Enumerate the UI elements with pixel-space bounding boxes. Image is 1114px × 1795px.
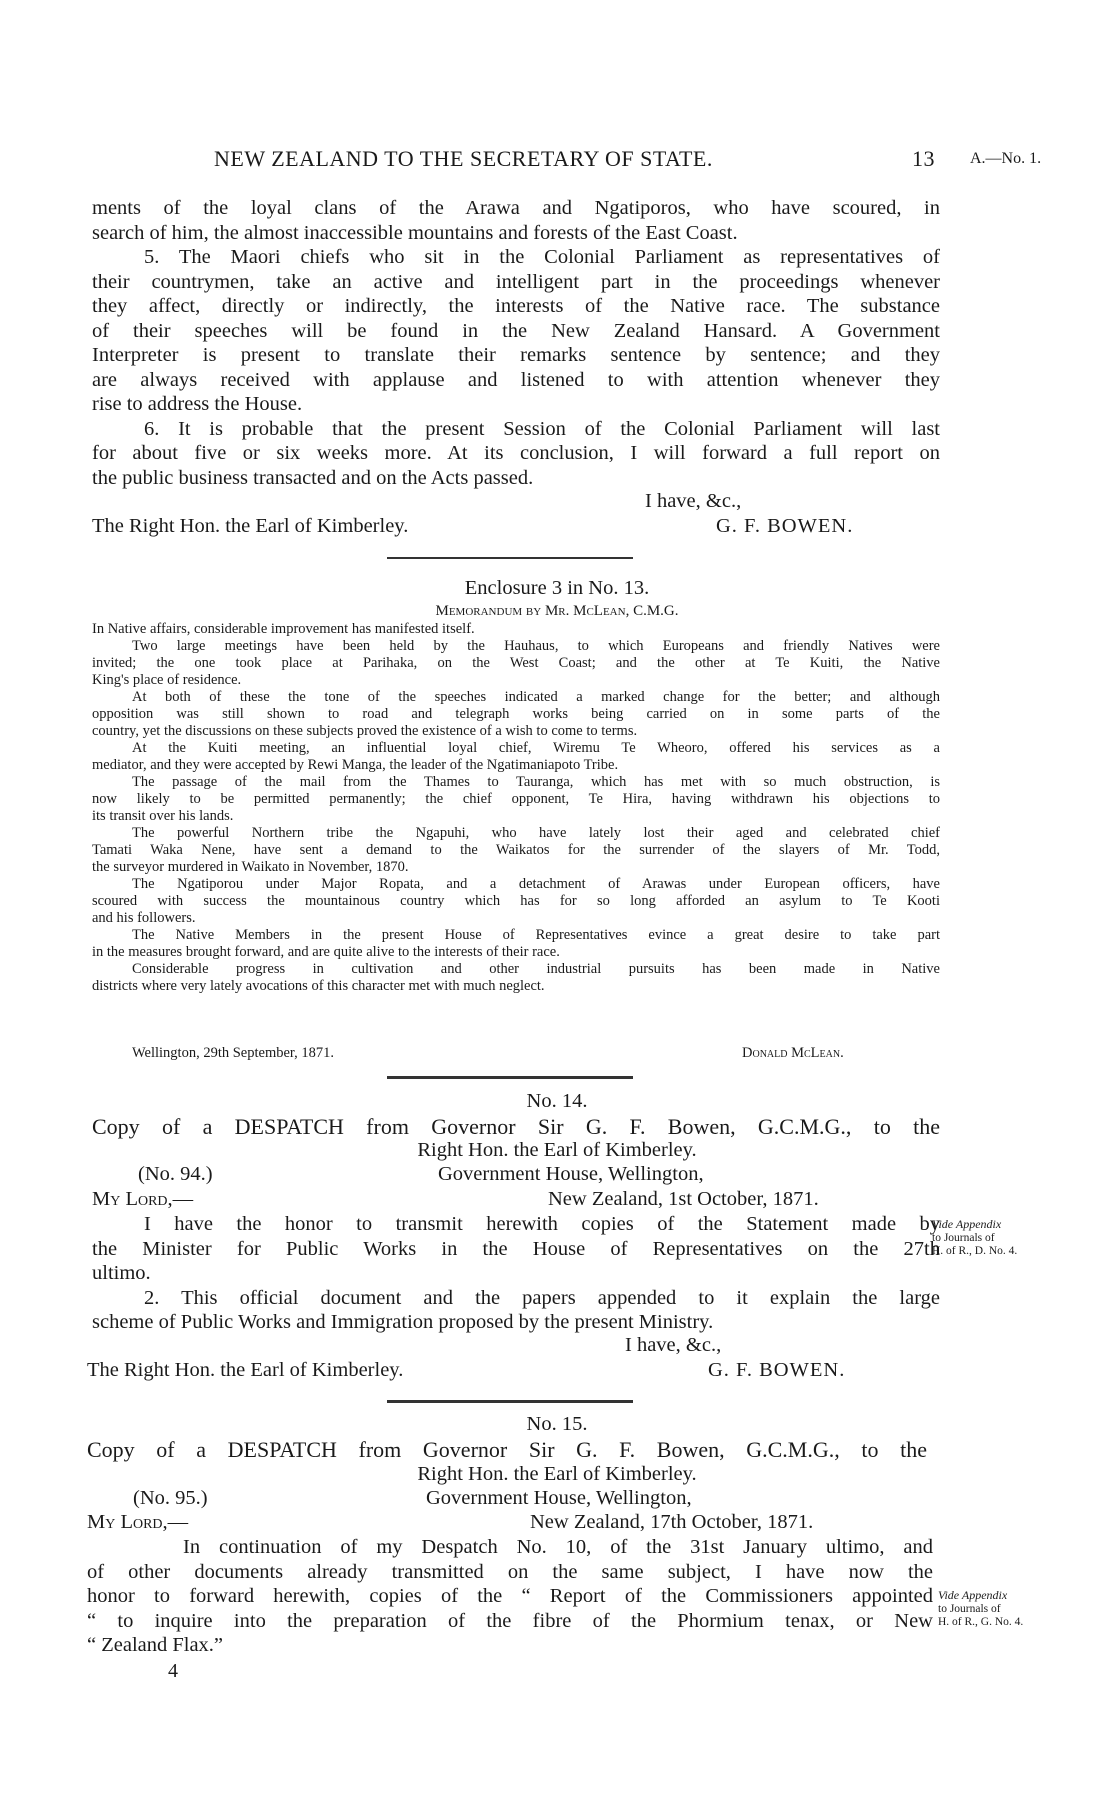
text-line: In continuation of my Despatch No. 10, of the 31st January ultimo, and bbox=[183, 1536, 933, 1558]
text-line: invited; the one took place at Parihaka, on the West Coast; and the other at Te Kuiti, the Native bbox=[92, 655, 940, 671]
memorandum-date: Wellington, 29th September, 1871. bbox=[132, 1045, 335, 1061]
text-line: The Ngatiporou under Major Ropata, and a detachment of Arawas under European officers, have bbox=[132, 876, 940, 892]
margin-note-line: to Journals of bbox=[932, 1232, 995, 1244]
despatch-title: Copy of a DESPATCH from Governor Sir G. F. Bowen, G.C.M.G., to the bbox=[87, 1437, 927, 1462]
text-line: country, yet the discussions on these subjects proved the existence of a wish to come to terms. bbox=[92, 723, 638, 739]
text-line: The Native Members in the present House of Representatives evince a great desire to take part bbox=[132, 927, 940, 943]
margin-note-line: Vide Appendix bbox=[932, 1217, 1002, 1231]
text-line: 6. It is probable that the present Session of the Colonial Parliament will last bbox=[144, 417, 940, 440]
text-line: King's place of residence. bbox=[92, 672, 242, 688]
text-line: their countrymen, take an active and intelligent part in the proceedings whenever bbox=[92, 270, 940, 293]
section-divider bbox=[387, 557, 633, 559]
text-line: mediator, and they were accepted by Rewi Manga, the leader of the Ngatimaniapoto Tribe. bbox=[92, 757, 619, 773]
despatch-date: New Zealand, 17th October, 1871. bbox=[530, 1511, 814, 1533]
text-line: of their speeches will be found in the New Zealand Hansard. A Government bbox=[92, 319, 940, 342]
text-line: the surveyor murdered in Waikato in November, 1870. bbox=[92, 859, 409, 875]
margin-note-line: H. of R., D. No. 4. bbox=[932, 1245, 1018, 1257]
text-line: its transit over his lands. bbox=[92, 808, 234, 824]
text-line: In Native affairs, considerable improvement has manifested itself. bbox=[92, 621, 475, 637]
memorandum-text bbox=[92, 621, 940, 995]
text-line: At the Kuiti meeting, an influential loyal chief, Wiremu Te Wheoro, offered his services as a bbox=[132, 740, 940, 756]
despatch-address: Government House, Wellington, bbox=[438, 1163, 704, 1185]
text-line: are always received with applause and listened to with attention whenever they bbox=[92, 368, 940, 391]
text-line: ments of the loyal clans of the Arawa and Ngatiporos, who have scoured, in bbox=[92, 197, 940, 219]
body-text-part1 bbox=[92, 196, 940, 490]
running-header-title: NEW ZEALAND TO THE SECRETARY OF STATE. bbox=[214, 146, 713, 171]
despatch-heading: No. 14. bbox=[526, 1090, 588, 1112]
text-line: opposition was still shown to road and telegraph works being carried on in some parts of the bbox=[92, 706, 940, 722]
text-line: Interpreter is present to translate their remarks sentence by sentence; and they bbox=[92, 344, 940, 366]
despatch-title-line2: Right Hon. the Earl of Kimberley. bbox=[417, 1463, 697, 1485]
memorandum-signature: Donald McLean. bbox=[742, 1045, 844, 1061]
despatch-number: (No. 95.) bbox=[133, 1487, 208, 1509]
despatch-title-line2: Right Hon. the Earl of Kimberley. bbox=[417, 1139, 697, 1161]
margin-note bbox=[938, 1589, 1023, 1629]
despatch-title: Copy of a DESPATCH from Governor Sir G. F. Bowen, G.C.M.G., to the bbox=[92, 1114, 940, 1139]
margin-note-line: to Journals of bbox=[938, 1603, 1001, 1615]
text-line: the public business transacted and on the Acts passed. bbox=[92, 466, 534, 489]
despatch-date: New Zealand, 1st October, 1871. bbox=[548, 1188, 819, 1210]
text-line: At both of these the tone of the speeches indicated a marked change for the better; and although bbox=[132, 689, 940, 705]
text-line: of other documents already transmitted on the same subject, I have now the bbox=[87, 1560, 933, 1583]
enclosure-title: Enclosure 3 in No. 13. bbox=[464, 577, 650, 599]
text-line: the Minister for Public Works in the House of Representatives on the 27th bbox=[92, 1237, 940, 1260]
text-line: 2. This official document and the papers appended to it explain the large bbox=[144, 1286, 940, 1309]
text-line: search of him, the almost inaccessible mountains and forests of the East Coast. bbox=[92, 221, 738, 244]
section-divider bbox=[387, 1400, 633, 1403]
text-line: scheme of Public Works and Immigration proposed by the present Ministry. bbox=[92, 1311, 714, 1333]
addressee: The Right Hon. the Earl of Kimberley. bbox=[87, 1359, 404, 1381]
despatch-address: Government House, Wellington, bbox=[426, 1487, 692, 1509]
text-line: ultimo. bbox=[92, 1262, 151, 1284]
salutation: My Lord,— bbox=[92, 1188, 194, 1210]
margin-note-line: H. of R., G. No. 4. bbox=[938, 1616, 1024, 1628]
text-line: and his followers. bbox=[92, 910, 196, 926]
text-line: rise to address the House. bbox=[92, 393, 303, 415]
text-line: honor to forward herewith, copies of the “ Report of the Commissioners appointed bbox=[87, 1585, 933, 1607]
text-line: Tamati Waka Nene, have sent a demand to the Waikatos for the surrender of the slayers of Mr. Todd, bbox=[92, 842, 940, 858]
salutation: My Lord,— bbox=[87, 1511, 189, 1533]
text-line: for about five or six weeks more. At its conclusion, I will forward a full report on bbox=[92, 442, 940, 464]
text-line: in the measures brought forward, and are quite alive to the interests of their race. bbox=[92, 944, 560, 960]
text-line: I have the honor to transmit herewith copies of the Statement made by bbox=[144, 1213, 940, 1235]
section-divider bbox=[387, 1076, 633, 1079]
page-number: 13 bbox=[912, 146, 935, 171]
text-line: now likely to be permitted permanently; the chief opponent, Te Hira, having withdrawn his objections to bbox=[92, 791, 940, 807]
enclosure-subtitle: Memorandum by Mr. McLean, C.M.G. bbox=[435, 603, 679, 619]
despatch-heading: No. 15. bbox=[526, 1413, 588, 1435]
text-line: “ to inquire into the preparation of the fibre of the Phormium tenax, or New bbox=[87, 1609, 933, 1632]
text-line: The passage of the mail from the Thames to Tauranga, which has met with so much obstruction, is bbox=[132, 774, 940, 790]
body-text-no14 bbox=[92, 1212, 940, 1335]
text-line: Considerable progress in cultivation and other industrial pursuits has been made in Native bbox=[132, 961, 940, 977]
despatch-number: (No. 94.) bbox=[138, 1163, 213, 1185]
closing-phrase: I have, &c., bbox=[645, 490, 742, 512]
text-line: scoured with success the mountainous country which has for so long afforded an asylum to Te Kooti bbox=[92, 893, 940, 909]
margin-note-line: Vide Appendix bbox=[938, 1588, 1008, 1602]
text-line: Two large meetings have been held by the Hauhaus, to which Europeans and friendly Natives were bbox=[132, 638, 940, 654]
addressee: The Right Hon. the Earl of Kimberley. bbox=[92, 515, 409, 537]
text-line: 5. The Maori chiefs who sit in the Colonial Parliament as representatives of bbox=[144, 246, 940, 268]
text-line: districts where very lately avocations of this character met with much neglect. bbox=[92, 978, 545, 994]
body-text-no15 bbox=[87, 1535, 933, 1658]
text-line: they affect, directly or indirectly, the interests of the Native race. The substance bbox=[92, 295, 940, 317]
text-line: The powerful Northern tribe the Ngapuhi, who have lately lost their aged and celebrated chief bbox=[132, 825, 940, 841]
printer-signature-mark: 4 bbox=[168, 1660, 178, 1682]
text-line: “ Zealand Flax.” bbox=[87, 1634, 224, 1656]
margin-note bbox=[932, 1218, 1017, 1258]
closing-phrase: I have, &c., bbox=[625, 1334, 722, 1356]
signature: G. F. BOWEN. bbox=[716, 515, 854, 537]
signature: G. F. BOWEN. bbox=[708, 1359, 846, 1381]
document-reference: A.—No. 1. bbox=[970, 150, 1042, 167]
